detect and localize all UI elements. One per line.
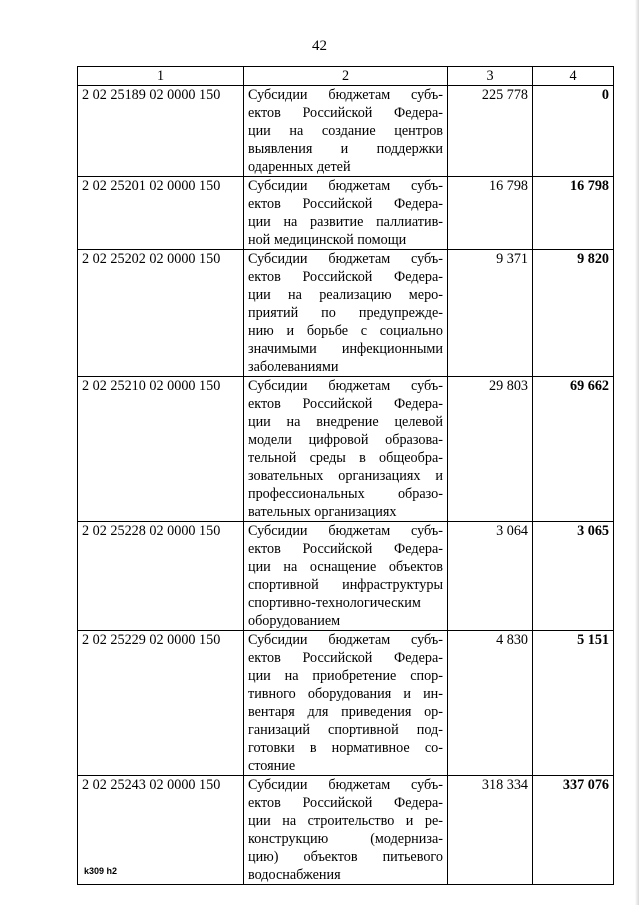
description-cell: [244, 522, 448, 631]
description-line: готовки в нормативное со-: [248, 740, 443, 756]
description-line: спортивной инфраструктуры: [248, 577, 443, 593]
description-cell: [244, 86, 448, 177]
budget-code-cell: 2 02 25189 02 0000 150: [78, 86, 244, 177]
description-line: одаренных детей: [248, 159, 351, 175]
description-line: ектов Российской Федера-: [248, 105, 443, 121]
description-line: ции на создание центров: [248, 123, 443, 139]
description-line: профессиональных образо-: [248, 486, 443, 502]
description-line: значимыми инфекционными: [248, 341, 443, 357]
description-line: ции на реализацию меро-: [248, 287, 443, 303]
budget-table: [77, 66, 614, 885]
budget-code-cell: 2 02 25229 02 0000 150: [78, 631, 244, 776]
header-row: [78, 67, 614, 86]
description-line: ции на оснащение объектов: [248, 559, 443, 575]
description-line: приятий по предупрежде-: [248, 305, 443, 321]
description-line: ции на строительство и ре-: [248, 813, 443, 829]
description-cell: [244, 631, 448, 776]
description-line: ектов Российской Федера-: [248, 541, 443, 557]
amount-col3-cell: 318 334: [448, 776, 533, 885]
budget-code-cell: 2 02 25228 02 0000 150: [78, 522, 244, 631]
description-line: зовательных организациях и: [248, 468, 443, 484]
amount-col3-cell: 9 371: [448, 250, 533, 377]
description-line: ганизаций спортивной под-: [248, 722, 443, 738]
footer-code: k309 h2: [84, 866, 118, 876]
budget-code-cell: 2 02 25243 02 0000 150: [78, 776, 244, 885]
description-line: заболеваниями: [248, 359, 339, 375]
amount-col4-cell: 5 151: [533, 631, 614, 776]
budget-code-cell: 2 02 25202 02 0000 150: [78, 250, 244, 377]
page-number: 42: [312, 38, 327, 54]
budget-code-cell: 2 02 25201 02 0000 150: [78, 177, 244, 250]
table-row: [78, 250, 614, 377]
amount-col4-cell: 69 662: [533, 377, 614, 522]
description-line: оборудованием: [248, 613, 341, 629]
description-line: Субсидии бюджетам субъ-: [248, 87, 443, 103]
description-line: Субсидии бюджетам субъ-: [248, 777, 443, 793]
table-row: [78, 631, 614, 776]
budget-code-cell: 2 02 25210 02 0000 150: [78, 377, 244, 522]
description-line: конструкцию (модерниза-: [248, 831, 443, 847]
amount-col3-cell: 29 803: [448, 377, 533, 522]
description-line: тивного оборудования и ин-: [248, 686, 443, 702]
amount-col3-cell: 16 798: [448, 177, 533, 250]
description-line: ектов Российской Федера-: [248, 269, 443, 285]
description-line: модели цифровой образова-: [248, 432, 443, 448]
description-line: вательных организациях: [248, 504, 397, 520]
table-row: [78, 776, 614, 885]
description-cell: [244, 250, 448, 377]
description-line: цию) объектов питьевого: [248, 849, 443, 865]
column-header-4: 4: [533, 67, 614, 86]
column-header-1: 1: [78, 67, 244, 86]
amount-col4-cell: 337 076: [533, 776, 614, 885]
description-line: нию и борьбе с социально: [248, 323, 443, 339]
table-body: [78, 86, 614, 885]
table-row: [78, 177, 614, 250]
description-line: ции на внедрение целевой: [248, 414, 443, 430]
description-line: Субсидии бюджетам субъ-: [248, 251, 443, 267]
table-row: [78, 86, 614, 177]
description-line: тельной среды в общеобра-: [248, 450, 443, 466]
description-cell: [244, 177, 448, 250]
table-row: [78, 522, 614, 631]
description-line: ектов Российской Федера-: [248, 196, 443, 212]
description-line: ной медицинской помощи: [248, 232, 407, 248]
column-header-2: 2: [244, 67, 448, 86]
table-row: [78, 377, 614, 522]
amount-col4-cell: 0: [533, 86, 614, 177]
description-line: Субсидии бюджетам субъ-: [248, 523, 443, 539]
description-line: спортивно-технологическим: [248, 595, 421, 611]
amount-col3-cell: 3 064: [448, 522, 533, 631]
amount-col4-cell: 3 065: [533, 522, 614, 631]
description-cell: [244, 377, 448, 522]
description-cell: [244, 776, 448, 885]
amount-col4-cell: 9 820: [533, 250, 614, 377]
scan-edge-shadow: [635, 0, 639, 905]
amount-col3-cell: 4 830: [448, 631, 533, 776]
column-header-3: 3: [448, 67, 533, 86]
description-line: стояние: [248, 758, 296, 774]
description-line: ектов Российской Федера-: [248, 650, 443, 666]
description-line: выявления и поддержки: [248, 141, 443, 157]
description-line: вентаря для приведения ор-: [248, 704, 443, 720]
description-line: ции на приобретение спор-: [248, 668, 443, 684]
description-line: Субсидии бюджетам субъ-: [248, 632, 443, 648]
amount-col4-cell: 16 798: [533, 177, 614, 250]
amount-col3-cell: 225 778: [448, 86, 533, 177]
description-line: ции на развитие паллиатив-: [248, 214, 443, 230]
description-line: ектов Российской Федера-: [248, 396, 443, 412]
description-line: Субсидии бюджетам субъ-: [248, 178, 443, 194]
description-line: ектов Российской Федера-: [248, 795, 443, 811]
description-line: Субсидии бюджетам субъ-: [248, 378, 443, 394]
description-line: водоснабжения: [248, 867, 341, 883]
